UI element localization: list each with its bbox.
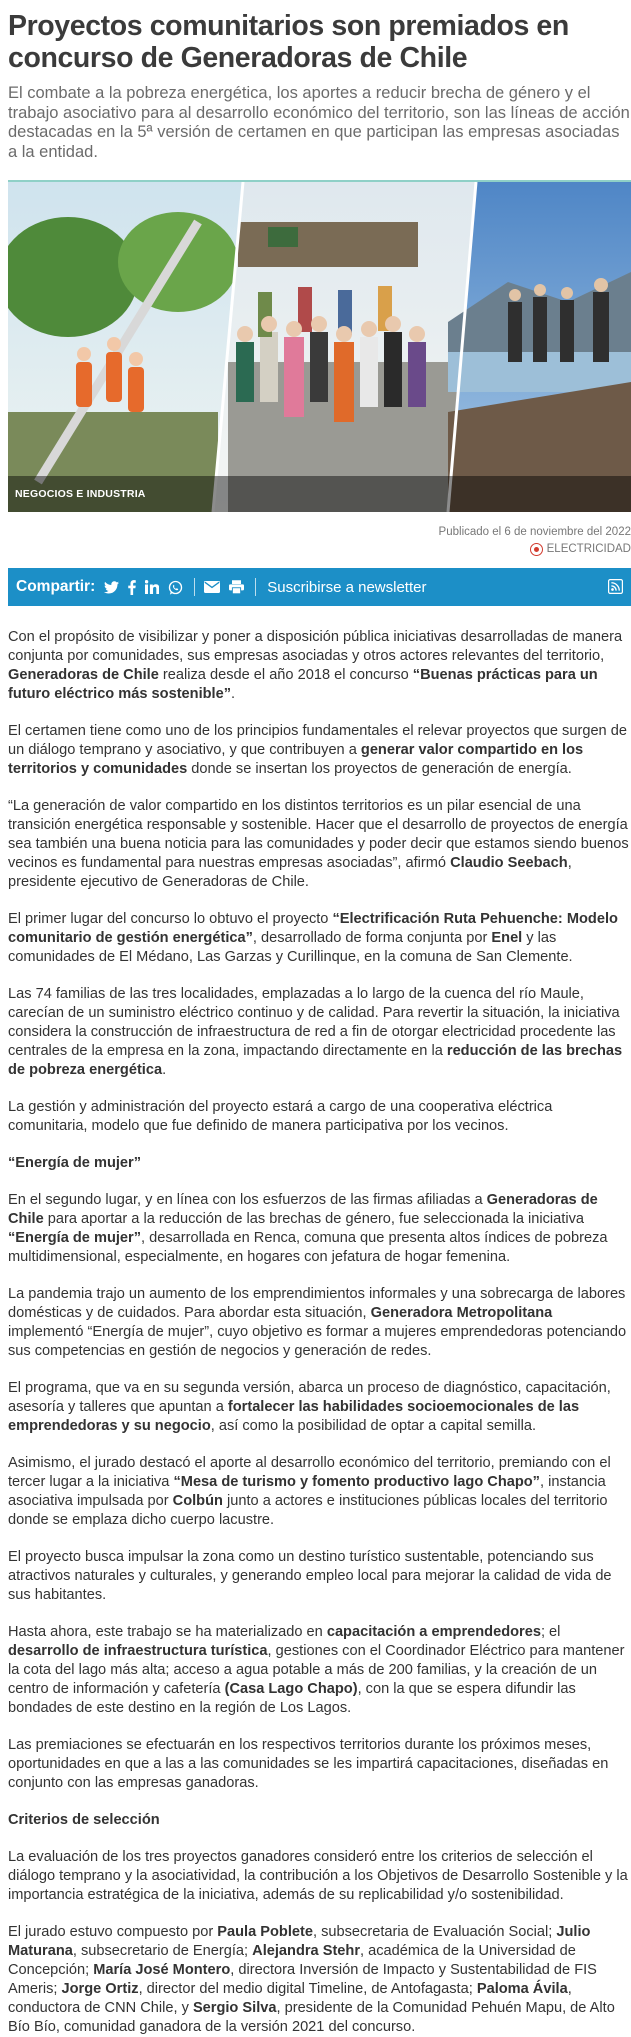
bold-text: capacitación a emprendedores xyxy=(326,1624,541,1640)
bold-text: Paula Poblete xyxy=(217,1924,313,1940)
twitter-icon[interactable] xyxy=(104,579,119,595)
bold-text: Julio Maturana xyxy=(8,1924,591,1959)
article-body xyxy=(8,628,631,2037)
category-label[interactable]: ELECTRICIDAD xyxy=(546,543,631,555)
article-paragraph xyxy=(8,1848,631,1905)
whatsapp-icon[interactable] xyxy=(168,579,183,595)
email-icon[interactable] xyxy=(204,579,220,595)
article-meta xyxy=(8,524,631,558)
text-run: El programa, que va en su segunda versión, abarca un proceso de diagnóstico, capacitación, asesoría y talleres que apuntan a xyxy=(8,1380,611,1415)
article-paragraph xyxy=(8,1923,631,2037)
article-paragraph xyxy=(8,1454,631,1530)
text-run: realiza desde el año 2018 el concurso xyxy=(158,667,413,683)
bold-text: desarrollo de infraestructura turística xyxy=(8,1643,268,1659)
bold-text: Enel xyxy=(491,930,523,946)
bold-text: Generadoras de Chile xyxy=(8,1192,598,1227)
text-run: Las 74 familias de las tres localidades, emplazadas a lo largo de la cuenca del río Maule, carecían de un suministro eléctrico continuo y de calidad. Para revertir la situación, la iniciativa considera la construcción de infraestructura de red a fin de otorgar electricidad procedente las centrales de la empresa en la zona, impactando directamente en la xyxy=(8,986,620,1059)
text-run: , presidente ejecutivo de Generadoras de Chile. xyxy=(8,855,572,890)
article xyxy=(8,10,631,2037)
publish-date: Publicado el 6 de noviembre del 2022 xyxy=(438,526,631,538)
image-caption-bar xyxy=(8,476,631,512)
share-bar xyxy=(8,568,631,606)
text-run: El certamen tiene como uno de los principios fundamentales el relevar proyectos que surgen de un diálogo temprano y asociativo, y que contribuyen a xyxy=(8,723,627,758)
share-label: Compartir: xyxy=(16,578,96,595)
article-paragraph xyxy=(8,985,631,1080)
bold-text: “Mesa de turismo y fomento productivo lago Chapo” xyxy=(173,1474,540,1490)
article-lead: El combate a la pobreza energética, los aportes a reducir brecha de género y el trabajo asociativo para al desarrollo económico del territorio, son las líneas de acción destacadas en la 5ª versión de certamen en que participan las empresas asociadas a la entidad. xyxy=(8,84,630,161)
bold-text: Jorge Ortiz xyxy=(61,1981,139,1997)
electricity-icon xyxy=(530,543,543,556)
hero-photo-collage xyxy=(8,182,631,512)
bold-text: Generadoras de Chile xyxy=(8,667,159,683)
article-paragraph xyxy=(8,1191,631,1267)
bold-text: “Energía de mujer” xyxy=(8,1230,142,1246)
rss-icon[interactable] xyxy=(608,579,623,599)
print-icon[interactable] xyxy=(229,579,244,595)
category-badge[interactable] xyxy=(8,541,631,558)
text-run: , académica de la Universidad de Concepción; xyxy=(8,1943,576,1978)
hero-image xyxy=(8,180,631,512)
text-run: ; el xyxy=(540,1624,561,1640)
text-run: , con la que se espera difundir las bondades de este destino en la región de Los Lagos. xyxy=(8,1681,576,1716)
text-run: implementó “Energía de mujer”, cuyo objetivo es formar a mujeres emprendedoras potenciando sus competencias en gestión de negocios y generación de redes. xyxy=(8,1324,627,1359)
text-run: La gestión y administración del proyecto estará a cargo de una cooperativa eléctrica comunitaria, modelo que fue definido de manera participativa por los vecinos. xyxy=(8,1099,553,1134)
article-paragraph xyxy=(8,797,631,892)
article-paragraph xyxy=(8,1811,631,1830)
article-paragraph xyxy=(8,1379,631,1436)
image-category-tag[interactable]: NEGOCIOS E INDUSTRIA xyxy=(15,488,146,500)
bold-text: Paloma Ávila xyxy=(476,1981,568,1997)
divider xyxy=(255,578,256,596)
bold-text: generar valor compartido en los territorios y comunidades xyxy=(8,742,584,777)
text-run: , conductora de CNN Chile, y xyxy=(8,1981,572,2016)
text-run: , director del medio digital Timeline, de Antofagasta; xyxy=(138,1981,477,1997)
divider xyxy=(194,578,195,596)
text-run: Asimismo, el jurado destacó el aporte al desarrollo económico del territorio, premiando con el tercer lugar a la iniciativa xyxy=(8,1455,611,1490)
text-run: La pandemia trajo un aumento de los emprendimientos informales y una sobrecarga de labores domésticas y de cuidados. Para abordar esta situación, xyxy=(8,1286,626,1321)
text-run: “La generación de valor compartido en los distintos territorios es un pilar esencial de una transición energética responsable y sostenible. Hacer que el desarrollo de proyectos de energía sea también una buena noticia para las comunidades y poder decir que estamos siendo buenos vecinos es fundamental para nuestras empresas asociadas”, afirmó xyxy=(8,798,629,871)
newsletter-link[interactable]: Suscribirse a newsletter xyxy=(267,578,427,596)
article-paragraph xyxy=(8,1154,631,1173)
bold-text: “Energía de mujer” xyxy=(8,1155,142,1171)
bold-text: Colbún xyxy=(172,1493,223,1509)
bold-text: Alejandra Stehr xyxy=(252,1943,361,1959)
article-paragraph xyxy=(8,1285,631,1361)
text-run: El primer lugar del concurso lo obtuvo el proyecto xyxy=(8,911,333,927)
text-run: junto a actores e instituciones públicas locales del territorio donde se emplaza dicho cuerpo lacustre. xyxy=(8,1493,608,1528)
text-run: El jurado estuvo compuesto por xyxy=(8,1924,218,1940)
linkedin-icon[interactable] xyxy=(145,579,159,595)
text-run: El proyecto busca impulsar la zona como un destino turístico sustentable, potenciando sus atractivos naturales y culturales, y generando empleo local para mejorar la calidad de vida de sus habitantes. xyxy=(8,1549,612,1603)
bold-text: Criterios de selección xyxy=(8,1812,160,1828)
article-paragraph xyxy=(8,628,631,704)
text-run: , instancia asociativa impulsada por xyxy=(8,1474,606,1509)
article-paragraph xyxy=(8,722,631,779)
text-run: . xyxy=(162,1062,167,1078)
article-paragraph xyxy=(8,910,631,967)
bold-text: Sergio Silva xyxy=(192,2000,277,2016)
text-run: y las comunidades de El Médano, Las Garzas y Curillinque, en la comuna de San Clemente. xyxy=(8,930,573,965)
text-run: , presidente de la Comunidad Pehuén Mapu, de Alto Bío Bío, comunidad ganadora de la versión 2021 del concurso. xyxy=(8,2000,615,2035)
text-run: Con el propósito de visibilizar y poner a disposición pública iniciativas desarrolladas de manera conjunta por comunidades, sus empresas asociadas y otros actores relevantes del territorio, xyxy=(8,629,623,664)
text-run: , subsecretario de Energía; xyxy=(72,1943,253,1959)
bold-text: Claudio Seebach xyxy=(450,855,568,871)
text-run: , desarrollada en Renca, comuna que presenta altos índices de pobreza multidimensional, especialmente, en hogares con jefatura de hogar femenina. xyxy=(8,1230,608,1265)
text-run: . xyxy=(231,686,236,702)
text-run: La evaluación de los tres proyectos ganadores consideró entre los criterios de selección el diálogo temprano y la asociatividad, la contribución a los Objetivos de Desarrollo Sostenible y la importancia estratégica de la iniciativa, además de su replicabilidad y/o sostenibilidad. xyxy=(8,1849,628,1903)
bold-text: Generadora Metropolitana xyxy=(370,1305,553,1321)
text-run: , directora Inversión de Impacto y Sustentabilidad de FIS Ameris; xyxy=(8,1962,597,1997)
text-run: , desarrollado de forma conjunta por xyxy=(252,930,492,946)
bold-text: “Buenas prácticas para un futuro eléctrico más sostenible” xyxy=(8,667,598,702)
text-run: , gestiones con el Coordinador Eléctrico para mantener la cota del lago más alta; acceso a agua potable a más de 200 familias, y la creación de un centro de información y cafetería xyxy=(8,1643,625,1697)
article-paragraph xyxy=(8,1623,631,1718)
text-run: Las premiaciones se efectuarán en los respectivos territorios durante los próximos meses, oportunidades en que a las a las comunidades se les impartirá capacitaciones, diseñadas en conjunto con las empresas ganadoras. xyxy=(8,1737,609,1791)
facebook-icon[interactable] xyxy=(128,579,136,595)
text-run: para aportar a la reducción de las brechas de género, fue seleccionada la iniciativa xyxy=(43,1211,584,1227)
text-run: , así como la posibilidad de optar a capital semilla. xyxy=(210,1418,537,1434)
article-paragraph xyxy=(8,1098,631,1136)
bold-text: reducción de las brechas de pobreza energética xyxy=(8,1043,623,1078)
bold-text: fortalecer las habilidades socioemocionales de las emprendedoras y su negocio xyxy=(8,1399,580,1434)
bold-text: María José Montero xyxy=(93,1962,231,1978)
article-paragraph xyxy=(8,1548,631,1605)
text-run: En el segundo lugar, y en línea con los esfuerzos de las firmas afiliadas a xyxy=(8,1192,487,1208)
bold-text: “Electrificación Ruta Pehuenche: Modelo comunitario de gestión energética” xyxy=(8,911,618,946)
text-run: Hasta ahora, este trabajo se ha materializado en xyxy=(8,1624,327,1640)
article-paragraph xyxy=(8,1736,631,1793)
text-run: , subsecretaria de Evaluación Social; xyxy=(313,1924,557,1940)
text-run: donde se insertan los proyectos de generación de energía. xyxy=(187,761,572,777)
bold-text: (Casa Lago Chapo) xyxy=(224,1681,358,1697)
page-title: Proyectos comunitarios son premiados en concurso de Generadoras de Chile xyxy=(8,10,569,74)
